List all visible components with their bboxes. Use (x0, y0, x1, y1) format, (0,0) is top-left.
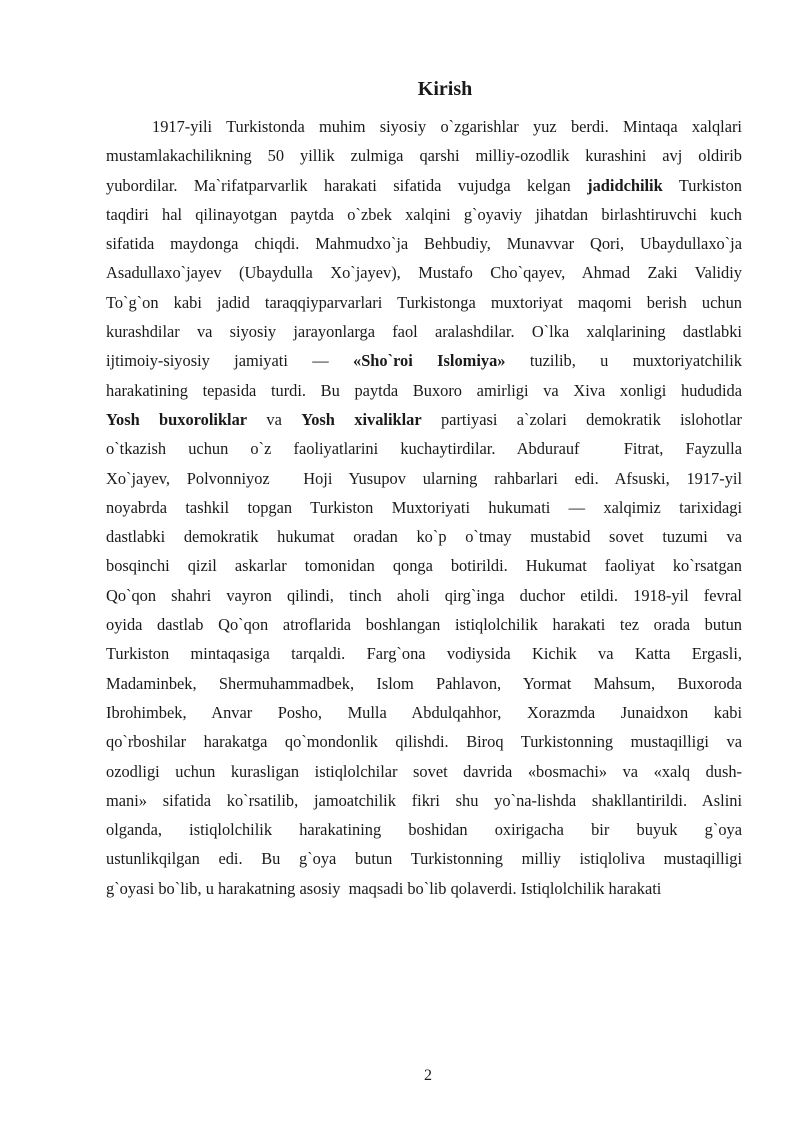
text-line (106, 171, 742, 200)
text-segment: 1917-yili Turkistonda muhim siyosiy o`zgarishlar yuz berdi. Mintaqa xalqlari (152, 117, 742, 136)
text-segment: ijtimoiy-siyosiy jamiyati — (106, 351, 353, 371)
text-segment: bosqinchi qizil askarlar tomonidan qonga botirildi. Hukumat faoliyat ko`rsatgan (106, 556, 742, 576)
text-line (106, 288, 742, 317)
page-number: 2 (424, 1067, 432, 1084)
text-line (106, 727, 742, 756)
text-segment: oyida dastlab Qo`qon atroflarida boshlangan istiqlolchilik harakati tez orada butun (106, 615, 742, 635)
text-line (106, 141, 742, 170)
text-segment: dastlabki demokratik hukumat oradan ko`p o`tmay mustabid sovet tuzumi va (106, 527, 742, 547)
text-segment: Turkiston (662, 175, 742, 195)
text-segment: va (247, 409, 302, 429)
text-segment: yubordilar. Ma`rifatparvarlik harakati sifatida vujudga kelgan (106, 175, 588, 195)
text-segment: g`oyasi bo`lib, u harakatning asosiy maqsadi bo`lib qolaverdi. Istiqlolchilik harakati (106, 878, 662, 898)
text-segment: ustunlikqilgan edi. Bu g`oya butun Turkistonning milliy istiqloliva mustaqilligi (106, 849, 742, 869)
text-line (106, 844, 742, 873)
text-line (106, 229, 742, 258)
bold-term: «Sho`roi Islomiya» (353, 351, 506, 371)
document-title: Kirish (417, 78, 473, 100)
text-line (106, 112, 742, 141)
text-segment: olganda, istiqlolchilik harakatining boshidan oxirigacha bir buyuk g`oya (106, 820, 742, 840)
text-line (106, 815, 742, 844)
text-line (106, 610, 742, 639)
text-segment: Qo`qon shahri vayron qilindi, tinch aholi qirg`inga duchor etildi. 1918-yil fevral (106, 585, 742, 605)
text-line (106, 522, 742, 551)
text-line (106, 317, 742, 346)
text-line (106, 581, 742, 610)
text-segment: Asadullaxo`jayev (Ubaydulla Xo`jayev), Mustafo Cho`qayev, Ahmad Zaki Validiy (106, 263, 742, 283)
body-paragraph (106, 112, 742, 903)
text-segment: Turkiston mintaqasiga tarqaldi. Farg`ona vodiysida Kichik va Katta Ergasli, (106, 644, 742, 664)
text-line (106, 405, 742, 434)
text-segment: Xo`jayev, Polvonniyoz Hoji Yusupov ularning rahbarlari edi. Afsuski, 1917-yil (106, 468, 742, 488)
text-segment: ozodligi uchun kurasligan istiqlolchilar sovet davrida «bosmachi» va «xalq dush- (106, 761, 742, 781)
bold-term: Yosh xivaliklar (301, 409, 422, 429)
text-segment: o`tkazish uchun o`z faoliyatlarini kuchaytirdilar. Abdurauf Fitrat, Fayzulla (106, 439, 742, 459)
text-line (106, 258, 742, 287)
text-line (106, 786, 742, 815)
text-segment: harakatining tepasida turdi. Bu paytda Buxoro amirligi va Xiva xonligi hududida (106, 380, 742, 400)
text-line (106, 874, 742, 903)
text-segment: noyabrda tashkil topgan Turkiston Muxtoriyati hukumati — xalqimiz tarixidagi (106, 497, 742, 517)
bold-term: jadidchilik (587, 175, 663, 195)
text-line (106, 200, 742, 229)
text-line (106, 346, 742, 375)
text-segment: kurashdilar va siyosiy jarayonlarga faol aralashdilar. O`lka xalqlarining dastlabki (106, 322, 742, 342)
text-segment: Ibrohimbek, Anvar Posho, Mulla Abdulqahhor, Xorazmda Junaidxon kabi (106, 702, 742, 722)
bold-term: Yosh buxoroliklar (106, 409, 248, 429)
text-line (106, 376, 742, 405)
text-line (106, 698, 742, 727)
text-line (106, 434, 742, 463)
text-line (106, 551, 742, 580)
text-segment: Madaminbek, Shermuhammadbek, Islom Pahlavon, Yormat Mahsum, Buxoroda (106, 673, 742, 693)
text-segment: mani» sifatida ko`rsatilib, jamoatchilik fikri shu yo`na-lishda shakllantirildi. Aslini (106, 790, 742, 810)
text-segment: qo`rboshilar harakatga qo`mondonlik qilishdi. Biroq Turkistonning mustaqilligi va (106, 732, 742, 752)
text-segment: sifatida maydonga chiqdi. Mahmudxo`ja Behbudiy, Munavvar Qori, Ubaydullaxo`ja (106, 234, 742, 254)
text-line (106, 669, 742, 698)
text-line (106, 757, 742, 786)
text-segment: partiyasi a`zolari demokratik islohotlar (421, 409, 743, 429)
text-line (106, 639, 742, 668)
text-segment: To`g`on kabi jadid taraqqiyparvarlari Turkistonga muxtoriyat maqomi berish uchun (106, 292, 742, 312)
text-line (106, 464, 742, 493)
text-segment: mustamlakachilikning 50 yillik zulmiga qarshi milliy-ozodlik kurashini avj oldirib (106, 146, 742, 166)
text-segment: taqdiri hal qilinayotgan paytda o`zbek xalqini g`oyaviy jihatdan birlashtiruvchi kuch (106, 204, 742, 224)
text-segment: tuzilib, u muxtoriyatchilik (505, 351, 742, 371)
text-line (106, 493, 742, 522)
